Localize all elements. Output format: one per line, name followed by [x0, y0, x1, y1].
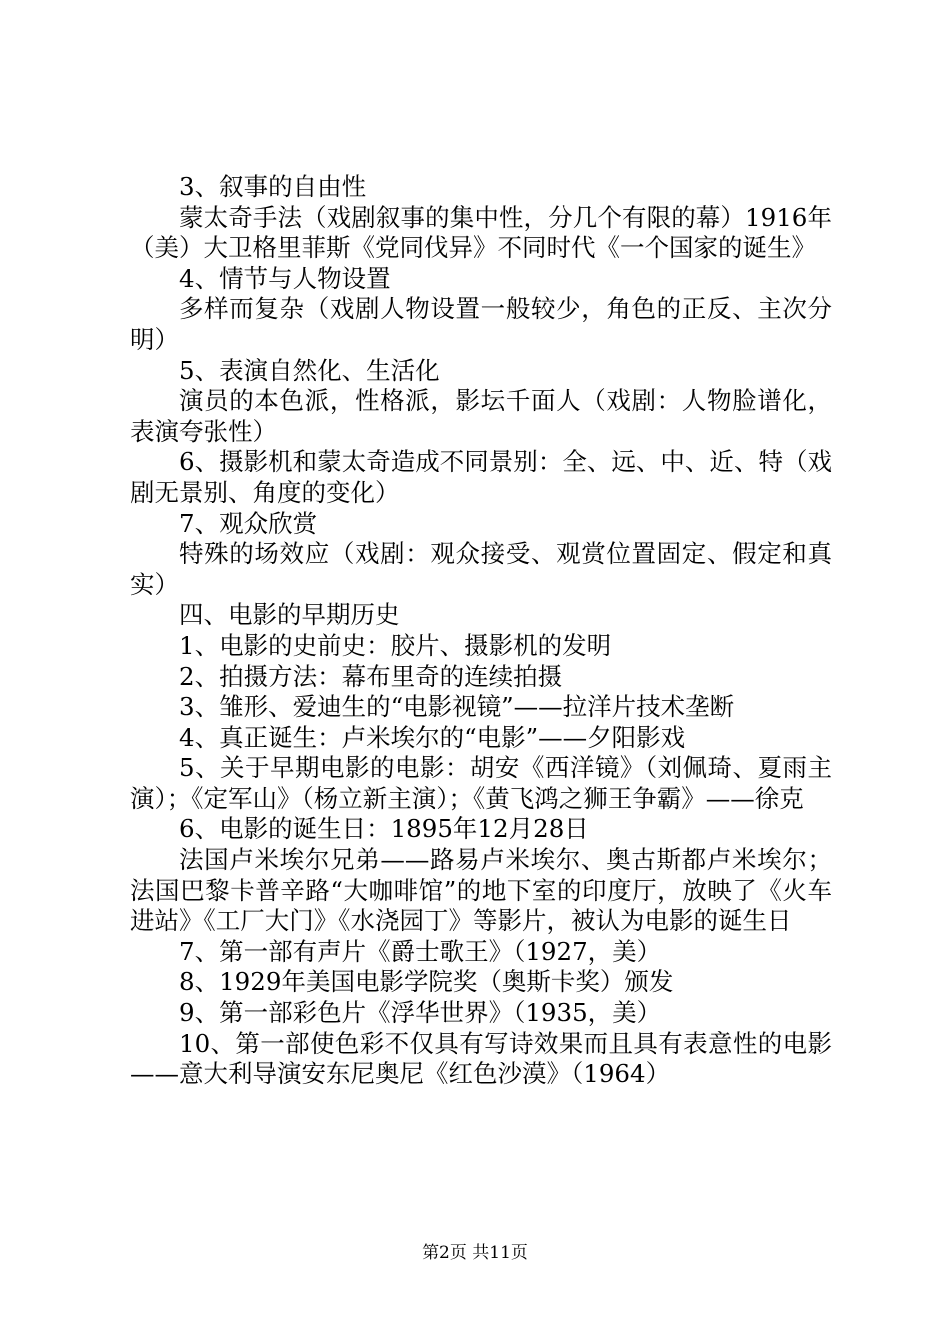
heading-audience: 7、观众欣赏	[179, 508, 318, 538]
list-item-academy-awards: 8、1929年美国电影学院奖（奥斯卡奖）颁发	[179, 967, 674, 997]
section-heading-early-history: 四、电影的早期历史	[179, 600, 400, 630]
paragraph-audience: 特殊的场效应（戏剧：观众接受、观赏位置固定、假定和真实）	[130, 539, 832, 599]
paragraph-lumiere-brothers: 法国卢米埃尔兄弟——路易卢米埃尔、奥古斯都卢米埃尔；法国巴黎卡普辛路“大咖啡馆”的地下室的印度厅，放映了《火车进站》《工厂大门》《水浇园丁》等影片，被认为电影的诞生日	[130, 845, 832, 936]
list-item-shooting-method: 2、拍摄方法：幕布里奇的连续拍摄	[179, 661, 563, 691]
heading-natural-acting: 5、表演自然化、生活化	[179, 355, 440, 385]
paragraph-montage: 蒙太奇手法（戏剧叙事的集中性，分几个有限的幕）1916年（美）大卫格里菲斯《党同伐异》不同时代《一个国家的诞生》	[130, 202, 832, 263]
paragraph-plot-characters: 多样而复杂（戏剧人物设置一般较少，角色的正反、主次分明）	[130, 294, 832, 354]
paragraph-natural-acting: 演员的本色派，性格派，影坛千面人（戏剧：人物脸谱化，表演夸张性）	[130, 386, 832, 446]
list-item-first-color-film: 9、第一部彩色片《浮华世界》（1935，美）	[179, 998, 662, 1028]
list-item-kinetoscope: 3、雏形、爱迪生的“电影视镜”——拉洋片技术垄断	[179, 692, 735, 722]
list-item-birth-date: 6、电影的诞生日：1895年12月28日	[179, 814, 589, 844]
page-footer: 第2页 共11页	[422, 1243, 528, 1263]
heading-plot-characters: 4、情节与人物设置	[179, 263, 391, 293]
list-item-films-about-early-film: 5、关于早期电影的电影：胡安《西洋镜》（刘佩琦、夏雨主演）；《定军山》（杨立新主演）；《黄飞鸿之狮王争霸》——徐克	[130, 753, 832, 813]
document-body	[130, 172, 832, 1090]
list-item-red-desert: 10、第一部使色彩不仅具有写诗效果而且具有表意性的电影——意大利导演安东尼奥尼《红色沙漠》（1964）	[130, 1028, 832, 1089]
list-item-first-sound-film: 7、第一部有声片《爵士歌王》（1927，美）	[179, 936, 662, 966]
heading-narrative-freedom: 3、叙事的自由性	[179, 172, 367, 201]
list-item-prehistory: 1、电影的史前史：胶片、摄影机的发明	[179, 630, 612, 660]
paragraph-camera-shots: 6、摄影机和蒙太奇造成不同景别：全、远、中、近、特（戏剧无景别、角度的变化）	[130, 447, 832, 507]
list-item-true-birth: 4、真正诞生：卢米埃尔的“电影”——夕阳影戏	[179, 722, 686, 752]
